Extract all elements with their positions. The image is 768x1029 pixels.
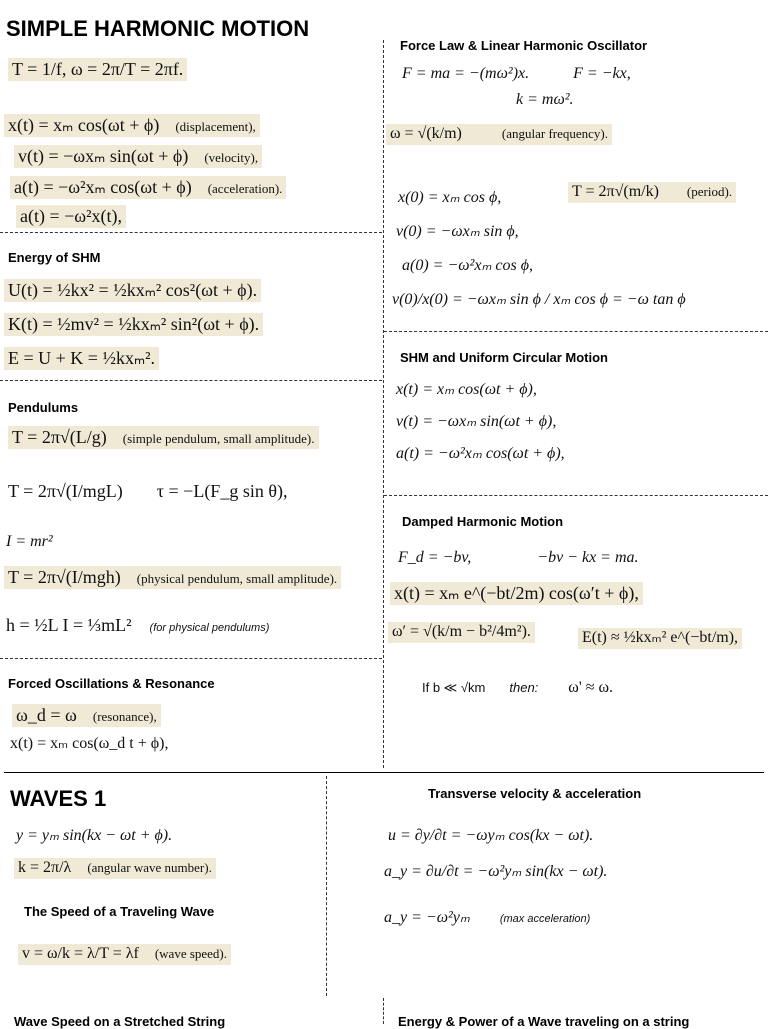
column-divider bbox=[383, 40, 384, 768]
eq-simple-pendulum-formula: T = 2π√(L/g) bbox=[12, 427, 107, 447]
eq-acceleration-formula: a(t) = −ω²xₘ cos(ωt + ϕ) bbox=[14, 177, 192, 197]
eq-max-acceleration bbox=[384, 910, 590, 927]
section-separator bbox=[4, 772, 764, 773]
eq-force-law bbox=[402, 66, 631, 83]
divider bbox=[0, 380, 382, 381]
section-header-force-law: Force Law & Linear Harmonic Oscillator bbox=[400, 38, 648, 53]
eq-spring-period bbox=[568, 182, 736, 203]
eq-physical-pendulum bbox=[8, 482, 287, 501]
eq-damped-frequency: ω′ = √(k/m − b²/4m²). bbox=[388, 622, 535, 643]
eq-transverse-acceleration: a_y = ∂u/∂t = −ω²yₘ sin(kx − ωt). bbox=[384, 863, 608, 880]
eq-physical-pendulum-period-formula: T = 2π√(I/mgh) bbox=[8, 567, 121, 587]
eq-acceleration-x: a(t) = −ω²x(t), bbox=[16, 205, 126, 228]
divider bbox=[384, 331, 768, 332]
eq-damping-force bbox=[398, 550, 639, 567]
section-header-circular: SHM and Uniform Circular Motion bbox=[400, 350, 608, 365]
divider bbox=[0, 658, 382, 659]
eq-initial-a: a(0) = −ω²xₘ cos ϕ, bbox=[402, 257, 534, 274]
page-title-shm: SIMPLE HARMONIC MOTION bbox=[6, 16, 310, 41]
eq-moment-inertia: I = mr² bbox=[6, 533, 53, 550]
eq-period-frequency: T = 1/f, ω = 2π/T = 2πf. bbox=[8, 58, 187, 81]
page-title-waves: WAVES 1 bbox=[10, 786, 107, 811]
eq-simple-pendulum bbox=[8, 426, 319, 449]
divider bbox=[0, 232, 382, 233]
eq-damping-force-formula: F_d = −bv, bbox=[398, 549, 472, 566]
eq-initial-x: x(0) = xₘ cos ϕ, bbox=[398, 189, 502, 206]
eq-acceleration bbox=[10, 176, 286, 199]
eq-velocity-formula: v(t) = −ωxₘ sin(ωt + ϕ) bbox=[18, 146, 189, 166]
eq-circular-a: a(t) = −ω²xₘ cos(ωt + ϕ), bbox=[396, 445, 565, 462]
section-header-pendulums: Pendulums bbox=[8, 400, 79, 415]
eq-potential-energy: U(t) = ½kx² = ½kxₘ² cos²(ωt + ϕ). bbox=[4, 279, 261, 302]
eq-total-energy: E = U + K = ½kxₘ². bbox=[4, 347, 159, 370]
eq-damping-condition-if: If b ≪ √km bbox=[422, 680, 486, 695]
eq-torque: τ = −L(F_g sin θ), bbox=[156, 481, 288, 501]
section-header-forced: Forced Oscillations & Resonance bbox=[8, 676, 215, 691]
divider bbox=[384, 495, 768, 496]
eq-pendulum-h-formula: h = ½L I = ⅓mL² bbox=[6, 615, 132, 635]
eq-spring-constant: k = mω². bbox=[516, 91, 574, 108]
eq-physical-pendulum-period bbox=[4, 566, 341, 589]
eq-circular-x: x(t) = xₘ cos(ωt + ϕ), bbox=[396, 381, 537, 398]
eq-damped-newton: −bv − kx = ma. bbox=[537, 549, 639, 566]
eq-angular-frequency-formula: ω = √(k/m) bbox=[390, 125, 462, 142]
eq-angular-frequency bbox=[386, 124, 612, 145]
eq-max-acceleration-formula: a_y = −ω²yₘ bbox=[384, 909, 470, 926]
eq-circular-v: v(t) = −ωxₘ sin(ωt + ϕ), bbox=[396, 413, 557, 430]
eq-damping-condition bbox=[422, 680, 613, 697]
section-header-energy: Energy of SHM bbox=[8, 250, 101, 265]
eq-acceleration-note: (acceleration). bbox=[207, 181, 283, 196]
eq-phase-ratio: v(0)/x(0) = −ωxₘ sin ϕ / xₘ cos ϕ = −ω tan ϕ bbox=[392, 291, 686, 308]
eq-wave-speed-note: (wave speed). bbox=[154, 946, 228, 961]
eq-forced-displacement: x(t) = xₘ cos(ω_d t + ϕ), bbox=[10, 735, 169, 752]
column-divider bbox=[383, 998, 384, 1024]
eq-hooke: F = −kx, bbox=[573, 65, 631, 82]
eq-simple-pendulum-note: (simple pendulum, small amplitude). bbox=[122, 431, 315, 446]
eq-resonance-note: (resonance), bbox=[92, 709, 157, 724]
eq-damped-energy: E(t) ≈ ½kxₘ² e^(−bt/m), bbox=[578, 628, 742, 649]
section-header-transverse: Transverse velocity & acceleration bbox=[428, 786, 642, 801]
eq-spring-period-formula: T = 2π√(m/k) bbox=[572, 183, 659, 200]
eq-spring-period-note: (period). bbox=[686, 184, 733, 199]
eq-physical-pendulum-formula: T = 2π√(I/mgL) bbox=[8, 481, 123, 501]
column-divider bbox=[326, 776, 327, 996]
eq-damped-displacement: x(t) = xₘ e^(−bt/2m) cos(ω′t + ϕ), bbox=[390, 582, 643, 605]
eq-resonance bbox=[12, 704, 161, 727]
eq-resonance-formula: ω_d = ω bbox=[16, 705, 77, 725]
eq-wave-number-note: (angular wave number). bbox=[87, 860, 212, 875]
eq-damping-condition-then: then: bbox=[509, 680, 539, 695]
eq-wave-speed-formula: v = ω/k = λ/T = λf bbox=[22, 945, 139, 962]
eq-wave-speed bbox=[18, 944, 231, 965]
eq-damping-condition-result: ω' ≈ ω. bbox=[568, 679, 614, 696]
eq-displacement-note: (displacement), bbox=[175, 119, 256, 134]
section-header-wave-speed: The Speed of a Traveling Wave bbox=[24, 904, 215, 919]
eq-max-acceleration-note: (max acceleration) bbox=[499, 913, 591, 925]
eq-wave-number bbox=[14, 858, 216, 879]
section-header-string-speed: Wave Speed on a Stretched String bbox=[14, 1014, 226, 1029]
section-header-wave-power: Energy & Power of a Wave traveling on a string bbox=[398, 1014, 690, 1029]
eq-angular-frequency-note: (angular frequency). bbox=[501, 126, 608, 141]
eq-pendulum-h bbox=[6, 616, 269, 635]
eq-displacement-formula: x(t) = xₘ cos(ωt + ϕ) bbox=[8, 115, 160, 135]
eq-transverse-velocity: u = ∂y/∂t = −ωyₘ cos(kx − ωt). bbox=[388, 827, 594, 844]
eq-pendulum-h-note: (for physical pendulums) bbox=[149, 622, 270, 634]
eq-physical-pendulum-period-note: (physical pendulum, small amplitude). bbox=[136, 571, 338, 586]
eq-wave-number-formula: k = 2π/λ bbox=[18, 859, 72, 876]
eq-kinetic-energy: K(t) = ½mv² = ½kxₘ² sin²(ωt + ϕ). bbox=[4, 313, 263, 336]
eq-velocity bbox=[14, 145, 262, 168]
eq-force-law-formula: F = ma = −(mω²)x. bbox=[402, 65, 530, 82]
eq-wave-function: y = yₘ sin(kx − ωt + ϕ). bbox=[16, 827, 173, 844]
section-header-damped: Damped Harmonic Motion bbox=[402, 514, 564, 529]
eq-velocity-note: (velocity), bbox=[204, 150, 259, 165]
eq-initial-v: v(0) = −ωxₘ sin ϕ, bbox=[396, 223, 519, 240]
eq-displacement bbox=[4, 114, 260, 137]
